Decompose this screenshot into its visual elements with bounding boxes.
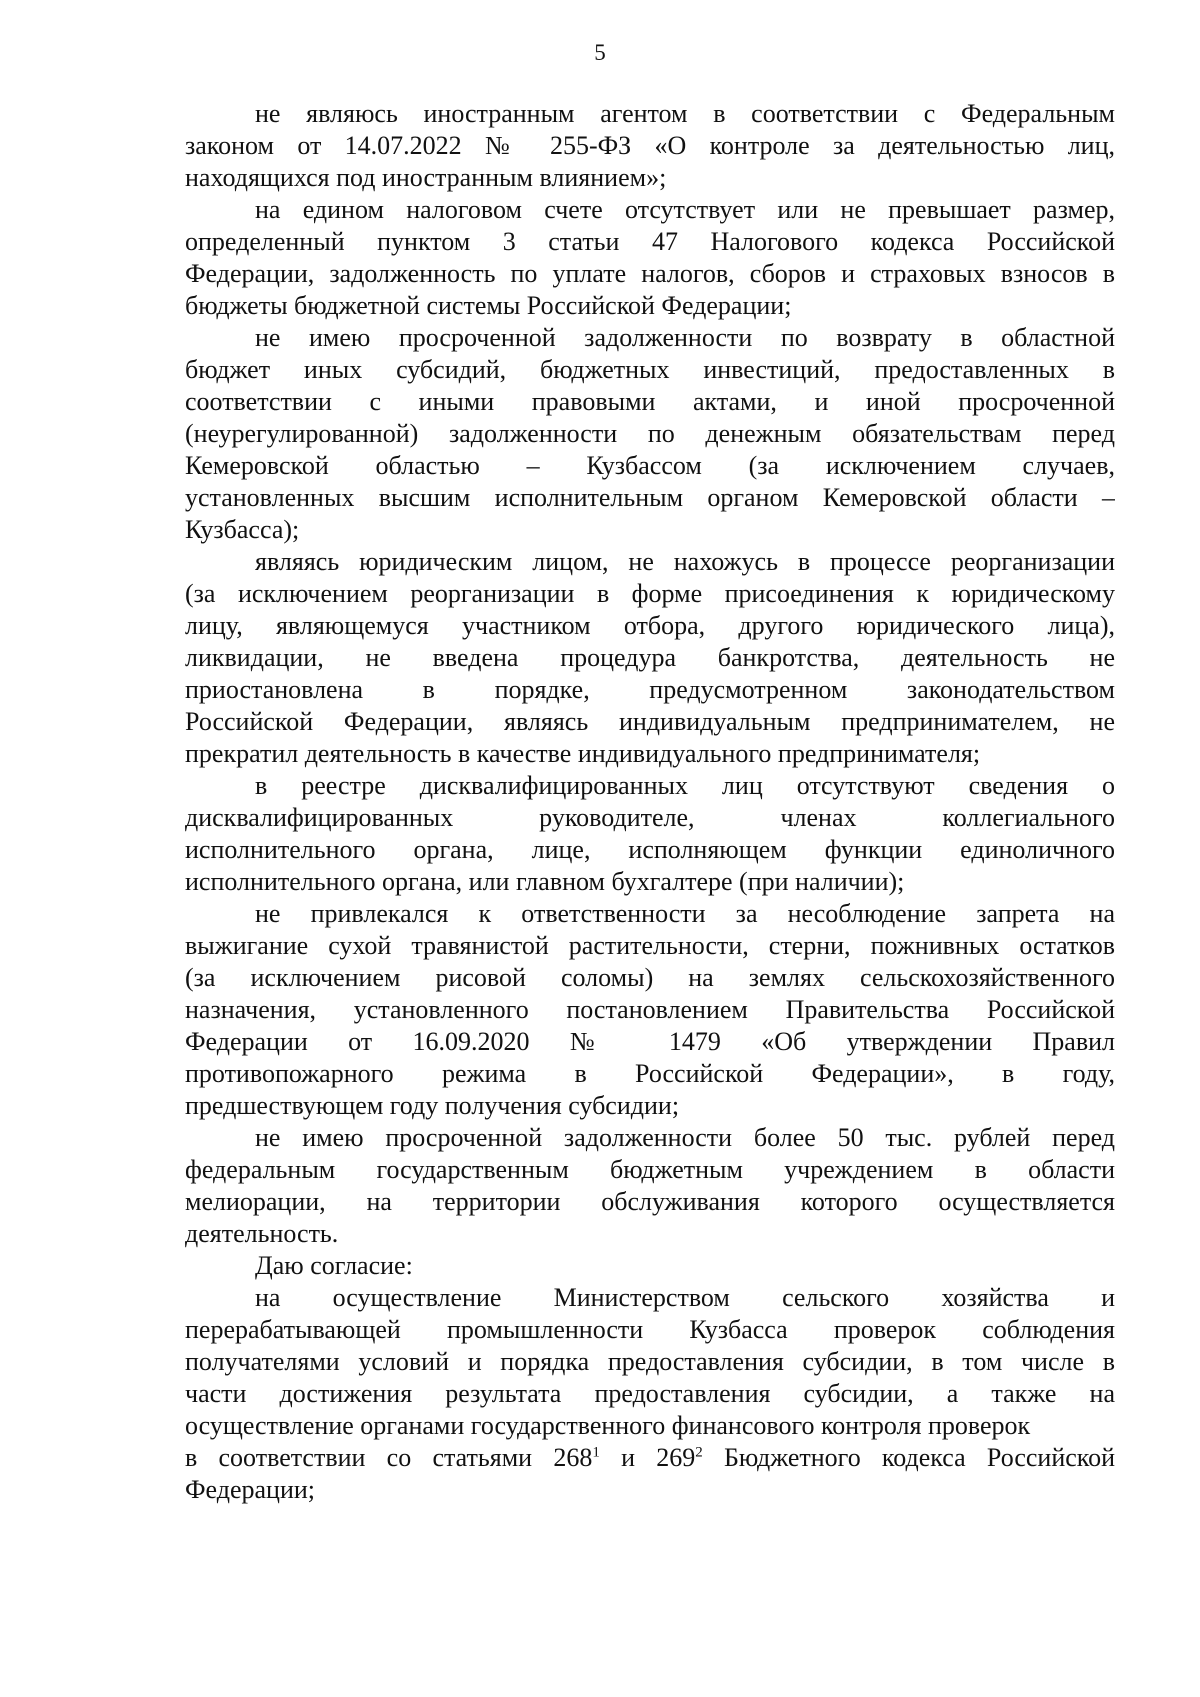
text-line: определенный пунктом 3 статьи 47 Налогового кодекса Российской	[185, 227, 1115, 256]
text-line: части достижения результата предоставления субсидии, а также на	[185, 1379, 1115, 1408]
text-line: перерабатывающей промышленности Кузбасса проверок соблюдения	[185, 1315, 1115, 1344]
text-line: находящихся под иностранным влиянием»;	[185, 163, 667, 192]
text-line: Кузбасса);	[185, 515, 300, 544]
text-line: не имею просроченной задолженности более 50 тыс. рублей перед	[255, 1123, 1115, 1152]
text-line: установленных высшим исполнительным органом Кемеровской области –	[185, 483, 1115, 512]
paragraph	[185, 898, 1115, 1122]
text-line: не привлекался к ответственности за несоблюдение запрета на	[255, 899, 1115, 928]
text-line: являясь юридическим лицом, не нахожусь в процессе реорганизации	[255, 547, 1115, 576]
text-line: Федерации от 16.09.2020 № 1479 «Об утверждении Правил	[185, 1027, 1115, 1056]
text-line: ликвидации, не введена процедура банкротства, деятельность не	[185, 643, 1115, 672]
document-body	[185, 98, 1115, 1506]
text-line: (за исключением реорганизации в форме присоединения к юридическому	[185, 579, 1115, 608]
paragraph	[185, 1282, 1115, 1442]
paragraph	[185, 546, 1115, 770]
text-fragment: и 269	[599, 1443, 696, 1472]
text-line: назначения, установленного постановлением Правительства Российской	[185, 995, 1115, 1024]
text-fragment: в соответствии со статьями 268	[185, 1443, 593, 1472]
text-line: приостановлена в порядке, предусмотренном законодательством	[185, 675, 1115, 704]
text-line: деятельность.	[185, 1219, 339, 1248]
paragraph	[185, 98, 1115, 194]
text-line: федеральным государственным бюджетным учреждением в области	[185, 1155, 1115, 1184]
text-line: не имею просроченной задолженности по возврату в областной	[255, 323, 1115, 352]
text-line: выжигание сухой травянистой растительности, стерни, пожнивных остатков	[185, 931, 1115, 960]
text-line: Федерации;	[185, 1475, 316, 1504]
text-line: осуществление органами государственного финансового контроля проверок	[185, 1411, 1031, 1440]
text-line: бюджеты бюджетной системы Российской Федерации;	[185, 291, 792, 320]
text-line: в реестре дисквалифицированных лиц отсутствуют сведения о	[255, 771, 1115, 800]
text-line: прекратил деятельность в качестве индивидуального предпринимателя;	[185, 739, 981, 768]
text-line: лицу, являющемуся участником отбора, другого юридического лица),	[185, 611, 1115, 640]
text-line: Российской Федерации, являясь индивидуальным предпринимателем, не	[185, 707, 1115, 736]
text-line: законом от 14.07.2022 № 255-ФЗ «О контроле за деятельностью лиц,	[185, 131, 1115, 160]
text-line: бюджет иных субсидий, бюджетных инвестиций, предоставленных в	[185, 355, 1115, 384]
text-line: дисквалифицированных руководителе, членах коллегиального	[185, 803, 1115, 832]
text-line: Федерации, задолженность по уплате налогов, сборов и страховых взносов в	[185, 259, 1115, 288]
paragraph	[185, 194, 1115, 322]
text-line: предшествующем году получения субсидии;	[185, 1091, 680, 1120]
superscript: 2	[695, 1444, 703, 1461]
paragraph	[185, 1122, 1115, 1250]
text-line: не являюсь иностранным агентом в соответствии с Федеральным	[255, 99, 1115, 128]
text-line: (неурегулированной) задолженности по денежным обязательствам перед	[185, 419, 1115, 448]
paragraph	[185, 770, 1115, 898]
text-line: на едином налоговом счете отсутствует или не превышает размер,	[255, 195, 1115, 224]
text-line: мелиорации, на территории обслуживания которого осуществляется	[185, 1187, 1115, 1216]
text-line: получателями условий и порядка предоставления субсидии, в том числе в	[185, 1347, 1115, 1376]
superscript: 1	[592, 1444, 600, 1461]
paragraph	[185, 322, 1115, 546]
text-line: на осуществление Министерством сельского хозяйства и	[255, 1283, 1115, 1312]
text-line: соответствии с иными правовыми актами, и иной просроченной	[185, 387, 1115, 416]
text-line: противопожарного режима в Российской Федерации», в году,	[185, 1059, 1115, 1088]
text-fragment: Бюджетного кодекса Российской	[702, 1443, 1115, 1472]
text-line: Кемеровской областью – Кузбассом (за исключением случаев,	[185, 451, 1115, 480]
text-line	[185, 1442, 1115, 1474]
paragraph	[185, 1250, 1115, 1282]
text-line: (за исключением рисовой соломы) на землях сельскохозяйственного	[185, 963, 1115, 992]
text-line: исполнительного органа, или главном бухгалтере (при наличии);	[185, 867, 905, 896]
text-line: Даю согласие:	[255, 1251, 413, 1280]
page-number: 5	[594, 40, 606, 65]
text-line: исполнительного органа, лице, исполняющем функции единоличного	[185, 835, 1115, 864]
